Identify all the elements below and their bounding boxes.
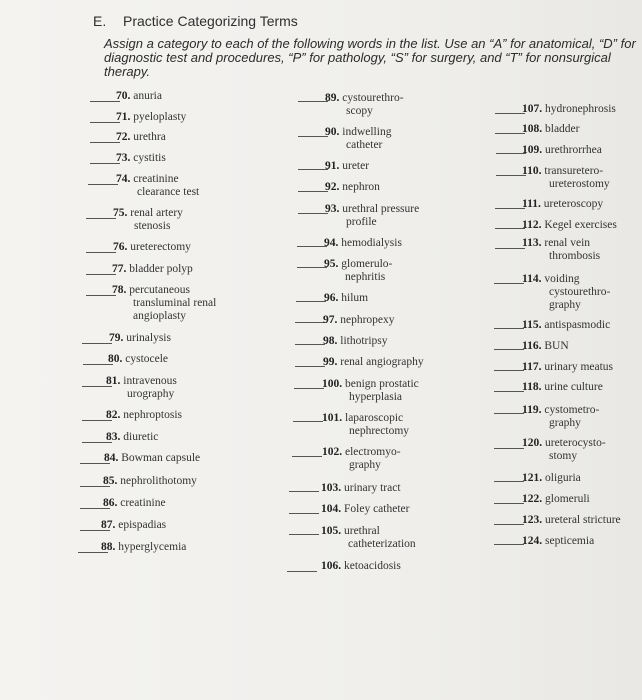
- term-item: [522, 165, 610, 191]
- term-number: 104.: [321, 503, 344, 515]
- answer-blank[interactable]: [292, 456, 322, 457]
- term-number: 110.: [522, 165, 545, 177]
- term-item: [522, 493, 590, 506]
- section-letter: E.: [93, 13, 107, 29]
- term-item: [522, 219, 617, 232]
- term-item: [323, 356, 424, 369]
- term-number: 96.: [324, 292, 342, 304]
- answer-blank[interactable]: [88, 184, 118, 185]
- term-number: 117.: [522, 361, 545, 373]
- term-number: 92.: [325, 181, 343, 193]
- term-text: urethral pressure: [342, 203, 420, 215]
- term-number: 82.: [106, 409, 124, 421]
- answer-blank[interactable]: [298, 136, 328, 137]
- term-item: [522, 123, 579, 136]
- term-item: [522, 273, 610, 312]
- term-text: nephropexy: [340, 314, 395, 326]
- term-text: lithotripsy: [340, 335, 388, 347]
- term-text: hemodialysis: [341, 237, 402, 249]
- term-item: [112, 263, 193, 276]
- answer-blank[interactable]: [298, 101, 328, 102]
- term-number: 79.: [109, 332, 127, 344]
- term-text: catheter: [346, 139, 383, 151]
- instructions-line: therapy.: [104, 64, 151, 79]
- term-text: urethral: [344, 525, 380, 537]
- term-number: 107.: [522, 103, 545, 115]
- answer-blank[interactable]: [494, 370, 524, 371]
- term-item: [325, 181, 380, 194]
- term-number: 70.: [116, 90, 134, 102]
- answer-blank[interactable]: [494, 544, 524, 545]
- term-item: [322, 378, 419, 404]
- term-text: ureter: [342, 160, 370, 172]
- term-text: nephrolithotomy: [120, 475, 197, 487]
- instructions-line: diagnostic test and procedures, “P” for pathology, “S” for surgery, and “T” for nonsurgical: [104, 50, 611, 65]
- term-number: 119.: [522, 404, 545, 416]
- term-number: 100.: [322, 378, 345, 390]
- term-text: bladder polyp: [129, 263, 193, 275]
- term-number: 103.: [321, 482, 344, 494]
- instructions: [104, 37, 642, 79]
- answer-blank[interactable]: [297, 246, 327, 247]
- section-title: Practice Categorizing Terms: [123, 13, 298, 29]
- term-number: 102.: [322, 446, 345, 458]
- term-item: [522, 198, 603, 211]
- term-item: [321, 560, 401, 573]
- term-text: benign prostatic: [345, 378, 419, 390]
- term-item: [113, 207, 183, 233]
- term-text: urinary tract: [344, 482, 401, 494]
- term-number: 95.: [324, 258, 342, 270]
- term-item: [321, 503, 409, 516]
- term-number: 85.: [103, 475, 121, 487]
- term-text: nephrectomy: [349, 425, 410, 437]
- term-item: [325, 92, 404, 118]
- term-text: ureteroscopy: [543, 198, 604, 210]
- term-number: 91.: [325, 160, 343, 172]
- term-text: voiding: [544, 273, 580, 285]
- term-number: 73.: [116, 152, 134, 164]
- term-text: stomy: [549, 450, 578, 462]
- term-number: 78.: [112, 284, 130, 296]
- term-text: graphy: [349, 459, 381, 471]
- term-text: epispadias: [118, 519, 167, 531]
- answer-blank[interactable]: [494, 391, 524, 392]
- term-number: 111.: [522, 198, 544, 210]
- term-item: [116, 111, 186, 124]
- answer-blank[interactable]: [495, 248, 525, 249]
- term-number: 97.: [323, 314, 341, 326]
- term-text: bladder: [545, 123, 580, 135]
- term-number: 106.: [321, 560, 344, 572]
- term-item: [522, 319, 610, 332]
- answer-blank[interactable]: [295, 366, 325, 367]
- term-item: [522, 514, 621, 527]
- term-text: ureteral stricture: [545, 514, 621, 526]
- answer-blank[interactable]: [295, 344, 325, 345]
- term-number: 124.: [522, 535, 545, 547]
- term-item: [109, 332, 171, 345]
- term-item: [112, 284, 216, 323]
- term-text: electromyo-: [345, 446, 401, 458]
- answer-blank[interactable]: [494, 328, 524, 329]
- term-item: [106, 431, 158, 444]
- term-item: [522, 404, 599, 430]
- term-item: [113, 241, 191, 254]
- term-item: [322, 446, 401, 472]
- term-number: 108.: [522, 123, 545, 135]
- term-text: diuretic: [123, 431, 159, 443]
- answer-blank[interactable]: [298, 191, 328, 192]
- term-item: [101, 541, 186, 554]
- term-text: nephritis: [345, 271, 386, 283]
- term-text: cystometro-: [544, 404, 600, 416]
- term-text: ureterocysto-: [545, 437, 606, 449]
- term-number: 122.: [522, 493, 545, 505]
- answer-blank[interactable]: [495, 208, 525, 209]
- term-text: creatinine: [133, 173, 179, 185]
- term-item: [522, 437, 606, 463]
- term-text: hyperplasia: [349, 391, 403, 403]
- term-item: [106, 409, 182, 422]
- answer-blank[interactable]: [294, 388, 324, 389]
- term-item: [323, 335, 388, 348]
- term-item: [116, 131, 166, 144]
- answer-blank[interactable]: [298, 213, 328, 214]
- term-text: cystourethro-: [549, 286, 611, 298]
- term-text: glomeruli: [545, 493, 590, 505]
- term-item: [325, 126, 391, 152]
- term-text: angioplasty: [133, 310, 187, 322]
- term-item: [522, 472, 581, 485]
- term-number: 75.: [113, 207, 131, 219]
- term-number: 87.: [101, 519, 119, 531]
- term-item: [522, 535, 594, 548]
- answer-blank[interactable]: [289, 534, 319, 535]
- term-number: 121.: [522, 472, 545, 484]
- term-text: stenosis: [134, 220, 171, 232]
- term-number: 71.: [116, 111, 134, 123]
- answer-blank[interactable]: [297, 267, 327, 268]
- term-number: 105.: [321, 525, 344, 537]
- section-heading: [93, 13, 298, 29]
- term-number: 101.: [322, 412, 345, 424]
- term-text: catheterization: [348, 538, 416, 550]
- term-item: [116, 90, 162, 103]
- term-text: Kegel exercises: [544, 219, 617, 231]
- term-item: [104, 452, 200, 465]
- term-text: ureterostomy: [549, 178, 610, 190]
- term-number: 114.: [522, 273, 545, 285]
- answer-blank[interactable]: [494, 524, 524, 525]
- answer-blank[interactable]: [296, 301, 326, 302]
- answer-blank[interactable]: [298, 169, 328, 170]
- term-text: graphy: [549, 417, 581, 429]
- term-number: 89.: [325, 92, 343, 104]
- answer-blank[interactable]: [495, 228, 525, 229]
- answer-blank[interactable]: [494, 503, 524, 504]
- term-item: [522, 237, 600, 263]
- term-number: 77.: [112, 263, 130, 275]
- term-number: 116.: [522, 340, 545, 352]
- term-number: 109.: [522, 144, 545, 156]
- term-text: cystitis: [133, 152, 166, 164]
- term-text: clearance test: [137, 186, 200, 198]
- term-text: Foley catheter: [344, 503, 410, 515]
- term-text: urinary meatus: [544, 361, 614, 373]
- term-item: [116, 152, 166, 165]
- term-text: transluminal renal: [133, 297, 217, 309]
- answer-blank[interactable]: [495, 133, 525, 134]
- term-text: nephron: [342, 181, 380, 193]
- term-item: [324, 258, 392, 284]
- term-item: [325, 203, 419, 229]
- term-text: intravenous: [123, 375, 177, 387]
- term-item: [321, 482, 401, 495]
- term-text: profile: [346, 216, 377, 228]
- term-number: 81.: [106, 375, 124, 387]
- term-number: 80.: [108, 353, 126, 365]
- instructions-line: Assign a category to each of the following words in the list. Use an “A” for anatomical, “D” for: [104, 36, 636, 51]
- term-number: 72.: [116, 131, 134, 143]
- term-text: glomerulo-: [341, 258, 393, 270]
- answer-blank[interactable]: [495, 113, 525, 114]
- term-item: [101, 519, 166, 532]
- term-number: 76.: [113, 241, 131, 253]
- term-number: 84.: [104, 452, 122, 464]
- term-text: hyperglycemia: [118, 541, 187, 553]
- term-item: [522, 361, 613, 374]
- answer-blank[interactable]: [494, 413, 524, 414]
- term-item: [324, 237, 402, 250]
- term-text: Bowman capsule: [121, 452, 201, 464]
- term-item: [103, 497, 166, 510]
- term-number: 115.: [522, 319, 545, 331]
- term-number: 94.: [324, 237, 342, 249]
- term-item: [325, 160, 369, 173]
- term-number: 112.: [522, 219, 545, 231]
- term-number: 90.: [325, 126, 343, 138]
- term-number: 83.: [106, 431, 124, 443]
- term-text: transuretero-: [544, 165, 604, 177]
- answer-blank[interactable]: [494, 349, 524, 350]
- term-item: [522, 144, 602, 157]
- answer-blank[interactable]: [86, 218, 116, 219]
- term-text: BUN: [544, 340, 569, 352]
- answer-blank[interactable]: [293, 421, 323, 422]
- term-item: [108, 353, 168, 366]
- term-text: laparoscopic: [345, 412, 404, 424]
- answer-blank[interactable]: [494, 283, 524, 284]
- term-item: [522, 103, 616, 116]
- term-number: 74.: [116, 173, 134, 185]
- term-number: 93.: [325, 203, 343, 215]
- term-text: septicemia: [545, 535, 595, 547]
- term-item: [103, 475, 197, 488]
- term-item: [116, 173, 199, 199]
- term-text: creatinine: [120, 497, 166, 509]
- term-text: hilum: [341, 292, 369, 304]
- term-text: urethrorrhea: [545, 144, 602, 156]
- term-text: pyeloplasty: [133, 111, 187, 123]
- answer-blank[interactable]: [287, 571, 317, 572]
- term-text: indwelling: [342, 126, 392, 138]
- answer-blank[interactable]: [295, 322, 325, 323]
- term-item: [522, 381, 603, 394]
- answer-blank[interactable]: [494, 481, 524, 482]
- term-text: ketoacidosis: [344, 560, 401, 572]
- term-number: 99.: [323, 356, 341, 368]
- term-text: graphy: [549, 299, 581, 311]
- term-text: urinalysis: [126, 332, 171, 344]
- term-text: cystourethro-: [342, 92, 404, 104]
- term-number: 123.: [522, 514, 545, 526]
- term-item: [323, 314, 395, 327]
- answer-blank[interactable]: [289, 513, 319, 514]
- term-number: 120.: [522, 437, 545, 449]
- term-text: anuria: [133, 90, 162, 102]
- term-text: urine culture: [544, 381, 603, 393]
- term-text: antispasmodic: [544, 319, 611, 331]
- term-text: nephroptosis: [123, 409, 183, 421]
- term-item: [321, 525, 416, 551]
- term-text: oliguria: [545, 472, 581, 484]
- term-number: 98.: [323, 335, 341, 347]
- term-text: percutaneous: [129, 284, 190, 296]
- term-text: renal artery: [130, 207, 183, 219]
- term-text: ureterectomy: [130, 241, 191, 253]
- answer-blank[interactable]: [494, 448, 524, 449]
- term-text: thrombosis: [549, 250, 601, 262]
- term-text: scopy: [346, 105, 373, 117]
- term-text: renal vein: [544, 237, 591, 249]
- answer-blank[interactable]: [289, 491, 319, 492]
- term-text: renal angiography: [340, 356, 424, 368]
- term-item: [322, 412, 409, 438]
- term-number: 88.: [101, 541, 119, 553]
- term-number: 86.: [103, 497, 121, 509]
- term-text: hydronephrosis: [545, 103, 616, 115]
- term-text: urethra: [133, 131, 166, 143]
- term-item: [106, 375, 177, 401]
- answer-blank[interactable]: [86, 252, 116, 253]
- term-item: [522, 340, 569, 353]
- term-text: urography: [127, 388, 175, 400]
- term-number: 118.: [522, 381, 545, 393]
- term-text: cystocele: [125, 353, 169, 365]
- term-item: [324, 292, 368, 305]
- answer-blank[interactable]: [82, 343, 112, 344]
- term-number: 113.: [522, 237, 545, 249]
